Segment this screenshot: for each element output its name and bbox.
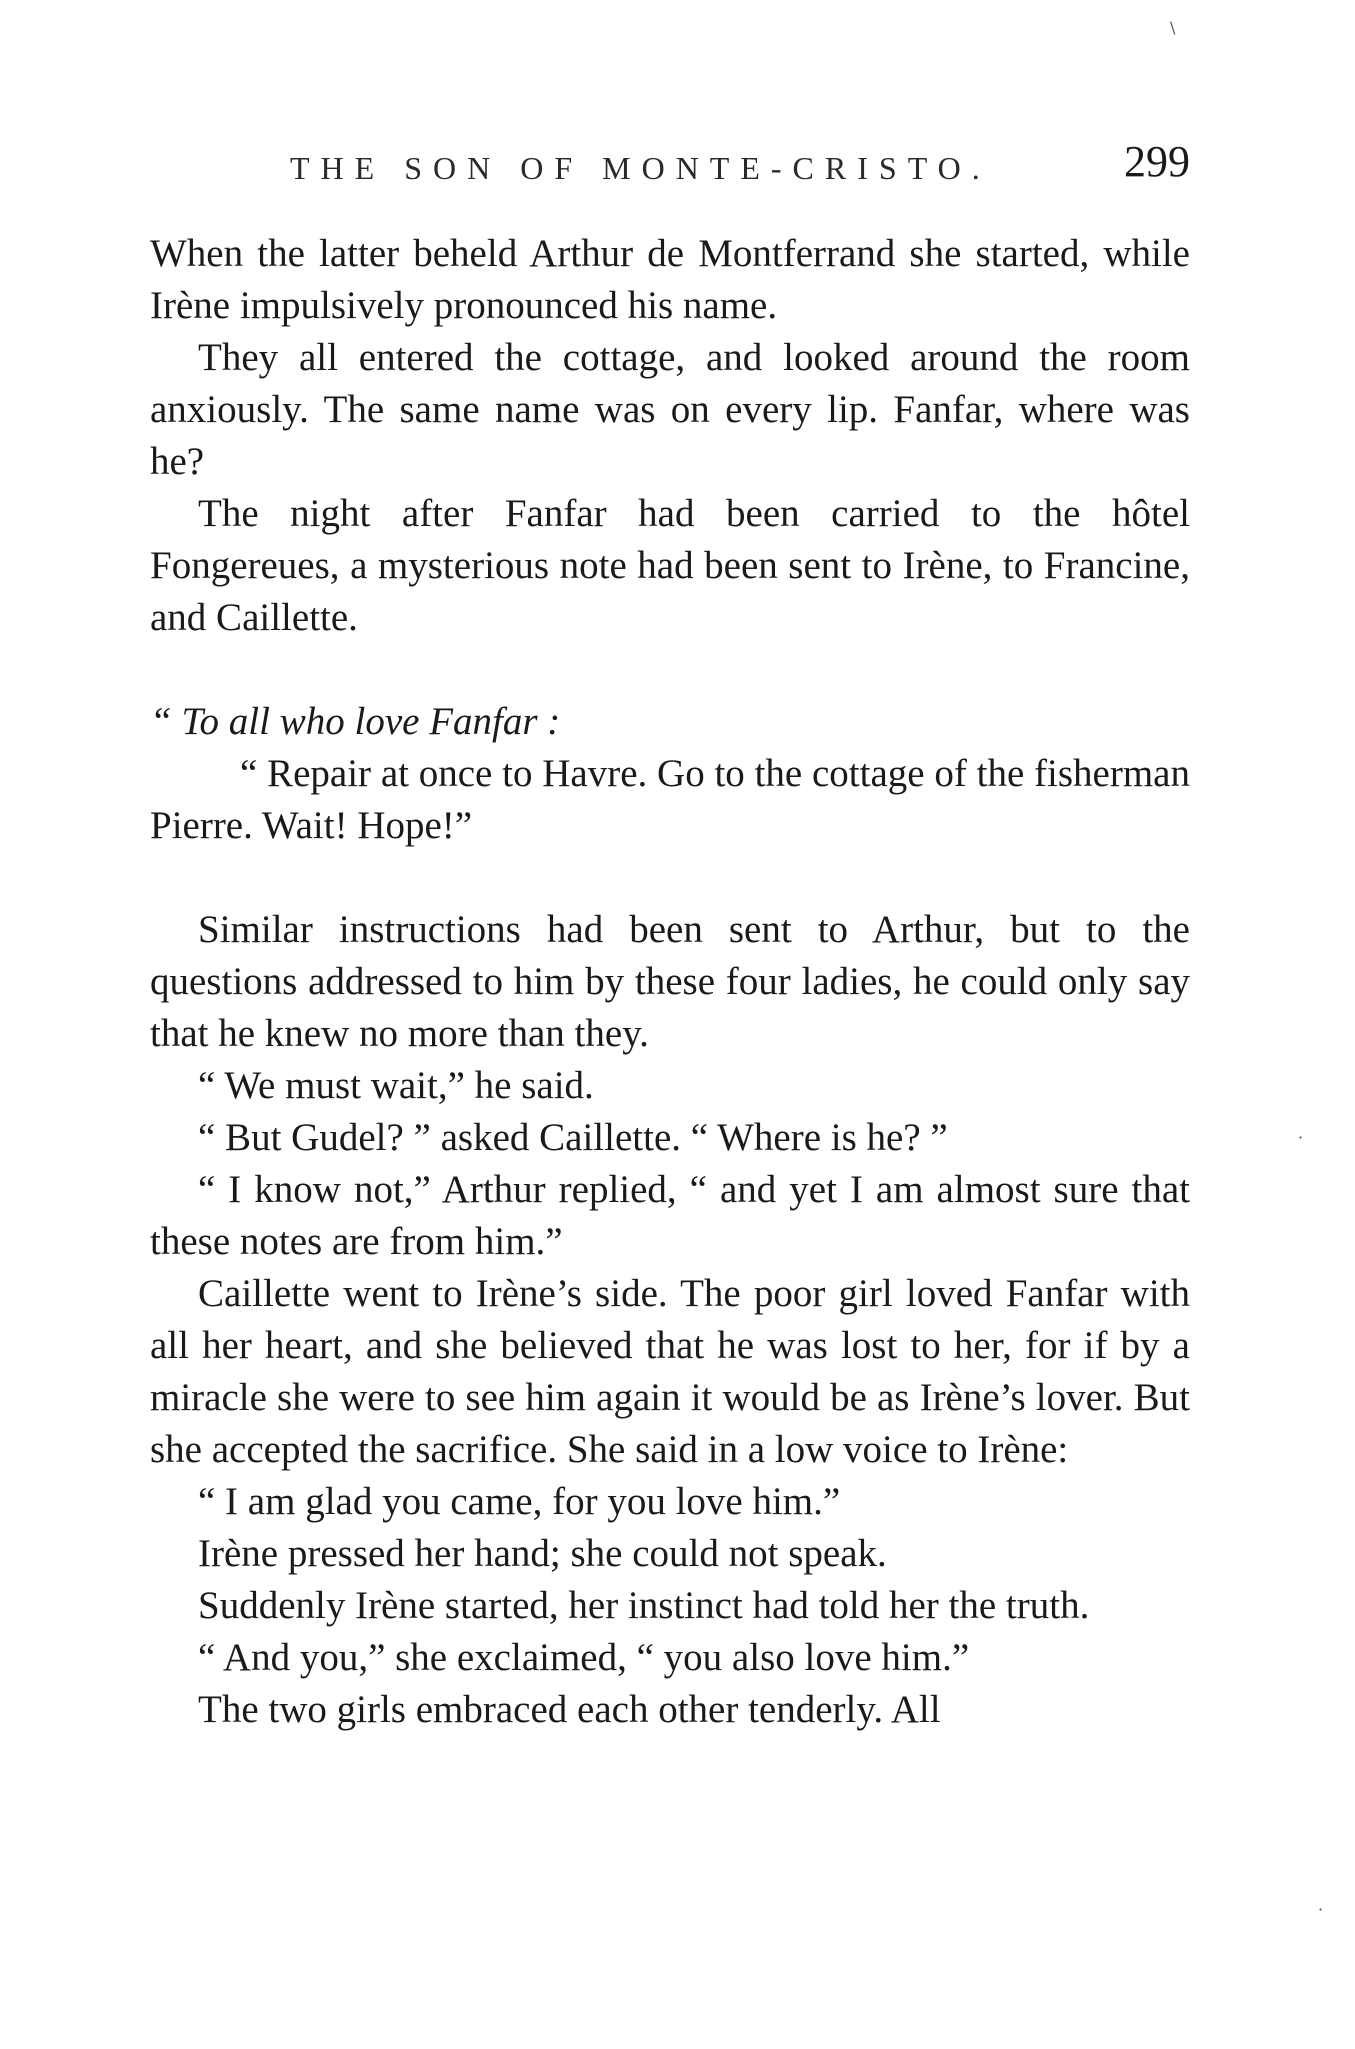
paragraph: The two girls embraced each other tenderly. All bbox=[198, 1688, 941, 1731]
spacer bbox=[150, 852, 1190, 904]
page-header bbox=[150, 136, 1190, 196]
running-title: THE SON OF MONTE-CRISTO. bbox=[290, 150, 991, 186]
paragraph: Similar instructions had been sent to Arthur, but to the questions addressed to him by these four ladies, he could only say that he knew no more than they. bbox=[150, 908, 1190, 1055]
spacer bbox=[150, 644, 1190, 696]
paragraph: They all entered the cottage, and looked around the room anxiously. The same name was on every lip. Fanfar, where was he? bbox=[150, 336, 1190, 483]
paragraph: Suddenly Irène started, her instinct had told her the truth. bbox=[198, 1584, 1090, 1627]
paragraph: “ But Gudel? ” asked Caillette. “ Where is he? ” bbox=[198, 1116, 948, 1159]
note-address-text: “ To all who love Fanfar : bbox=[150, 700, 561, 743]
note-address bbox=[150, 696, 1190, 748]
scan-speck: · bbox=[1318, 1900, 1324, 1919]
paragraph: Caillette went to Irène’s side. The poor girl loved Fanfar with all her heart, and she believed that he was lost to her, for if by a miracle she were to see him again it would be as Irène’s lover. But she accepted the sacrifice. She said in a low voice to Irène: bbox=[150, 1272, 1190, 1471]
paragraph: “ I am glad you came, for you love him.” bbox=[198, 1480, 841, 1523]
paragraph: The night after Fanfar had been carried to the hôtel Fongereues, a mysterious note had been sent to Irène, to Francine, and Caillette. bbox=[150, 492, 1190, 639]
paragraph: “ I know not,” Arthur replied, “ and yet I am almost sure that these notes are from him.” bbox=[150, 1168, 1190, 1263]
page-number: 299 bbox=[1124, 137, 1190, 186]
scan-speck: · bbox=[1298, 1128, 1304, 1147]
paragraph: When the latter beheld Arthur de Montferrand she started, while Irène impulsively pronounced his name. bbox=[150, 232, 1190, 327]
note-body: “ Repair at once to Havre. Go to the cottage of the fisherman Pierre. Wait! Hope!” bbox=[150, 752, 1190, 847]
body-text bbox=[150, 228, 1190, 1736]
paragraph: Irène pressed her hand; she could not speak. bbox=[198, 1532, 887, 1575]
scan-speck: \ bbox=[1170, 18, 1176, 37]
paragraph: “ And you,” she exclaimed, “ you also love him.” bbox=[198, 1636, 970, 1679]
paragraph: “ We must wait,” he said. bbox=[198, 1064, 594, 1107]
